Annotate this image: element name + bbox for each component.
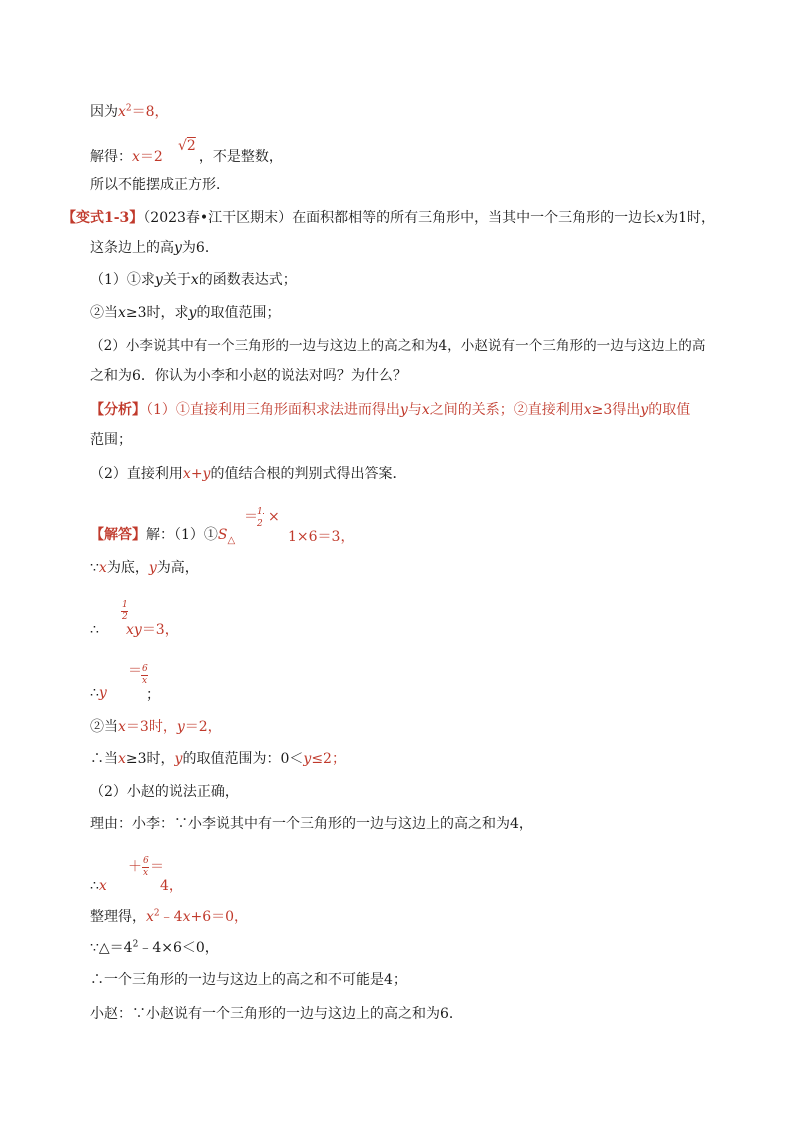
sqrt-expression: √2 — [178, 138, 196, 154]
therefore-symbol: ∴ — [90, 685, 99, 701]
text: ≥3时，求 — [125, 305, 189, 321]
equation: ＝2， — [184, 719, 222, 735]
equation: ＝3时， — [125, 719, 177, 735]
text: ，不是整数， — [198, 149, 283, 165]
var-x: x — [421, 402, 430, 418]
because-line — [90, 102, 169, 122]
text: ∴当 — [90, 751, 118, 767]
problem-line-1 — [62, 208, 715, 228]
analysis-line-1 — [90, 400, 690, 420]
var-y: y — [174, 751, 183, 767]
y-eq-sign: ＝ — [128, 663, 142, 679]
reason-line: 理由：小李：∵小李说其中有一个三角形的一边与这边上的高之和为4， — [90, 816, 533, 832]
area-tail: 1×6＝3， — [288, 529, 355, 545]
times: × — [268, 509, 280, 525]
var-x: x — [583, 402, 592, 418]
semicolon: ； — [146, 687, 160, 703]
var-x: x — [118, 719, 126, 735]
half-fraction-2-num: 1 — [122, 600, 128, 610]
equation: ＝2 — [139, 149, 163, 165]
expression: x+y — [182, 466, 211, 482]
question-2-line-2: 之和为6．你认为小李和小赵的说法对吗？为什么？ — [90, 368, 407, 384]
text: ﹣4×6＜0， — [138, 940, 219, 956]
subscript: △ — [227, 534, 236, 546]
text: 在面积都相等的所有三角形中，当其中一个三角形的一边长 — [292, 210, 657, 226]
text: 整理得， — [90, 909, 146, 925]
xy-equation — [126, 620, 179, 640]
plus-sign: ＋ — [128, 859, 142, 875]
fraction-numerator: 1 — [257, 507, 263, 517]
var-y: y — [176, 719, 185, 735]
var-x: x — [118, 751, 126, 767]
var-y: y — [188, 305, 197, 321]
var-y: y — [399, 402, 408, 418]
equation: ﹣4 — [159, 909, 183, 925]
text: 的函数表达式； — [198, 272, 297, 288]
var-x: x — [132, 149, 140, 165]
answer-label: 【解答】 — [90, 527, 146, 543]
text: 的取值 — [648, 402, 691, 418]
var-x: x — [118, 104, 126, 120]
text: （1）①直接利用三角形面积求法进而得出 — [146, 402, 400, 418]
problem-source: （2023春•江干区期末） — [143, 210, 293, 226]
equation: ＝8， — [131, 104, 169, 120]
question-1a — [90, 270, 297, 290]
exponent: 2 — [153, 908, 160, 919]
answer-base-line — [90, 558, 199, 578]
equals: ＝ — [244, 509, 258, 525]
inequality: ≤2； — [311, 751, 346, 767]
answer-zhao: 小赵：∵小赵说有一个三角形的一边与这边上的高之和为6． — [90, 1006, 463, 1022]
question-1b — [90, 303, 280, 323]
six-over-x-2-num: 6 — [143, 856, 149, 866]
answer-y-line — [90, 683, 107, 703]
var-x: x — [98, 560, 107, 576]
six-over-x-den: x — [142, 676, 148, 686]
analysis-label: 【分析】 — [90, 402, 146, 418]
answer-range — [90, 749, 346, 769]
var-y: y — [303, 751, 312, 767]
var-y: y — [640, 402, 649, 418]
text: ②当 — [90, 305, 118, 321]
text: 的取值范围； — [196, 305, 281, 321]
problem-line-2 — [90, 238, 219, 258]
eq4-tail: 4， — [160, 878, 183, 894]
sqrt-number: 2 — [186, 138, 196, 154]
text: 的取值范围为：0＜ — [182, 751, 304, 767]
var-x: x — [118, 305, 126, 321]
var-xy: xy — [126, 622, 142, 638]
answer-line-1 — [90, 525, 235, 551]
text: （2）直接利用 — [90, 466, 183, 482]
text: 为高， — [156, 560, 199, 576]
analysis-line-2: 范围； — [90, 432, 132, 448]
text: 的值结合根的判别式得出答案． — [210, 466, 407, 482]
text: 为6． — [181, 240, 219, 256]
equation: +6＝0， — [190, 909, 249, 925]
answer-impossible: ∴一个三角形的一边与这边上的高之和不可能是4； — [90, 972, 407, 988]
var-s: S — [217, 527, 228, 543]
text: 这条边上的高 — [90, 240, 174, 256]
conclusion-line: 所以不能摆成正方形． — [90, 177, 230, 193]
text: 因为 — [90, 104, 118, 120]
text: ②当 — [90, 719, 118, 735]
therefore-symbol: ∴ — [90, 878, 99, 894]
var-x: x — [98, 878, 107, 894]
because-symbol: ∵ — [90, 560, 99, 576]
text: 为1时， — [664, 210, 716, 226]
answer-xy-line — [90, 620, 99, 640]
text: ≥3时， — [125, 751, 175, 767]
answer-part-2: （2）小赵的说法正确， — [90, 784, 239, 800]
text: ∵△＝4 — [90, 940, 133, 956]
half-fraction-1-den: 2 — [257, 519, 263, 529]
analysis-line-3 — [90, 464, 406, 484]
text: 解得： — [90, 149, 132, 165]
var-y: y — [148, 560, 157, 576]
therefore-symbol: ∴ — [90, 622, 99, 638]
question-2-line-1: （2）小李说其中有一个三角形的一边与这边上的高之和为4，小赵说有一个三角形的一边与这边上的高 — [90, 338, 706, 354]
text: 关于 — [162, 272, 191, 288]
half-fraction-2-den: 2 — [122, 612, 128, 622]
six-over-x-num: 6 — [142, 664, 148, 674]
text: 与 — [407, 402, 422, 418]
answer-delta — [90, 938, 219, 958]
text: 解：（1）① — [146, 527, 218, 543]
var-x: x — [146, 909, 154, 925]
answer-simplify — [90, 907, 248, 927]
text: 为底， — [106, 560, 149, 576]
var-x: x — [656, 210, 665, 226]
var-y: y — [174, 240, 182, 256]
equation: ＝3， — [141, 622, 179, 638]
answer-eq4 — [90, 876, 107, 896]
var-x: x — [182, 909, 191, 925]
six-over-x-2-den: x — [143, 868, 149, 878]
var-x: x — [190, 272, 199, 288]
var-y: y — [154, 272, 163, 288]
text: （1）①求 — [90, 272, 155, 288]
text: ≥3得出 — [591, 402, 641, 418]
exponent: 2 — [125, 103, 132, 114]
exponent: 2 — [132, 939, 139, 950]
text: 之间的关系；②直接利用 — [429, 402, 584, 418]
eq4-equals: ＝ — [150, 859, 164, 875]
solve-line — [90, 147, 283, 167]
answer-case2 — [90, 717, 222, 737]
var-y: y — [98, 685, 107, 701]
problem-tag: 【变式1-3】 — [62, 210, 144, 226]
